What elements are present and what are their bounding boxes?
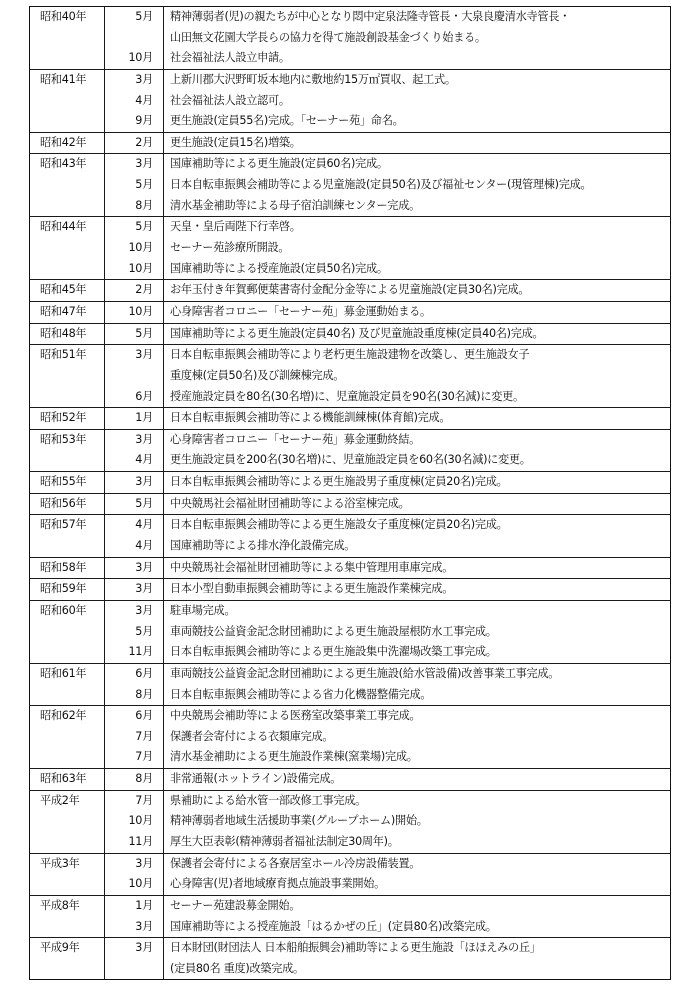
year-label: 昭和47年: [40, 304, 87, 318]
event-line: 授産施設定員を80名(30名増)に、児童施設定員を90名(30名減)に変更。: [170, 389, 524, 403]
month-label: 4月: [135, 93, 153, 107]
month-cell: [105, 345, 164, 408]
month-label: 4月: [135, 518, 153, 532]
event-line: 国庫補助等による授産施設(定員50名)完成。: [170, 261, 388, 275]
month-label: 10月: [128, 241, 153, 255]
month-label: 10月: [128, 814, 153, 828]
year-row: [30, 280, 671, 302]
month-label: 8月: [135, 772, 153, 786]
event-line: 山田無文花園大学長らの協力を得て施設創設基金づくり始まる。: [170, 30, 486, 44]
year-label: 平成3年: [40, 856, 80, 870]
event-line: 更生施設定員を200名(30名増)に、児童施設定員を60名(30名減)に変更。: [170, 453, 531, 467]
event-cell: [164, 408, 671, 430]
event-line: 清水基金補助による更生施設作業棟(窯業場)完成。: [170, 750, 418, 764]
event-cell: [164, 345, 671, 408]
year-label: 昭和45年: [40, 283, 87, 297]
event-line: 社会福祉法人設立申請。: [170, 51, 290, 65]
year-cell: [30, 280, 105, 302]
event-cell: [164, 938, 671, 980]
year-label: 昭和53年: [40, 432, 87, 446]
year-label: 昭和62年: [40, 709, 87, 723]
month-label: 3月: [135, 603, 153, 617]
event-line: 中央競馬社会福祉財団補助等による集中管理用車庫完成。: [170, 560, 454, 574]
event-line: 国庫補助等による更生施設(定員60名)完成。: [170, 157, 388, 171]
event-line: 精神薄弱者地域生活援助事業(グループホーム)開始。: [170, 814, 428, 828]
event-line: 非常通報(ホットライン)設備完成。: [170, 772, 342, 786]
event-line: 心身障害(児)者地域療育拠点施設事業開始。: [170, 877, 385, 891]
month-cell: [105, 853, 164, 895]
year-row: [30, 345, 671, 408]
year-cell: [30, 938, 105, 980]
year-cell: [30, 853, 105, 895]
year-cell: [30, 408, 105, 430]
month-cell: [105, 706, 164, 769]
month-cell: [105, 7, 164, 70]
month-label: 11月: [128, 834, 153, 848]
month-label: 5月: [135, 326, 153, 340]
year-cell: [30, 493, 105, 515]
event-line: 車両競技公益資金記念財団補助による更生施設屋根防水工事完成。: [170, 624, 497, 638]
year-row: [30, 7, 671, 70]
month-spacer: [105, 366, 163, 387]
month-label: 4月: [135, 539, 153, 553]
year-label: 昭和60年: [40, 603, 87, 617]
year-cell: [30, 790, 105, 853]
event-cell: [164, 600, 671, 663]
month-cell: [105, 769, 164, 791]
month-label: 2月: [135, 135, 153, 149]
event-cell: [164, 69, 671, 132]
month-label: 8月: [135, 198, 153, 212]
year-row: [30, 769, 671, 791]
year-cell: [30, 429, 105, 471]
year-row: [30, 579, 671, 601]
year-label: 昭和57年: [40, 518, 87, 532]
event-line: 日本自転車振興会補助等による更生施設集中洗濯場改築工事完成。: [170, 645, 497, 659]
month-label: 6月: [135, 389, 153, 403]
event-cell: [164, 323, 671, 345]
year-row: [30, 663, 671, 705]
year-cell: [30, 217, 105, 280]
month-label: 7月: [135, 793, 153, 807]
event-line: 厚生大臣表彰(精神薄弱者福祉法制定30周年)。: [170, 834, 399, 848]
event-line: 国庫補助等による更生施設(定員40名) 及び児童施設重度棟(定員40名)完成。: [170, 326, 544, 340]
month-label: 3月: [135, 348, 153, 362]
year-row: [30, 301, 671, 323]
month-cell: [105, 895, 164, 937]
year-row: [30, 154, 671, 217]
event-cell: [164, 493, 671, 515]
month-label: 1月: [135, 411, 153, 425]
event-line: 国庫補助等による排水浄化設備完成。: [170, 539, 356, 553]
year-label: 昭和41年: [40, 72, 87, 86]
event-cell: [164, 853, 671, 895]
year-label: 昭和59年: [40, 582, 87, 596]
year-label: 昭和44年: [40, 220, 87, 234]
event-line: 日本自転車振興会補助等による更生施設男子重度棟(定員20名)完成。: [170, 475, 508, 489]
month-label: 3月: [135, 919, 153, 933]
month-cell: [105, 301, 164, 323]
year-label: 昭和58年: [40, 560, 87, 574]
event-cell: [164, 132, 671, 154]
event-cell: [164, 515, 671, 557]
month-cell: [105, 600, 164, 663]
event-line: 日本自転車振興会補助等による児童施設(定員50名)及び福祉センター(現管理棟)完成。: [170, 178, 592, 192]
event-line: 保護者会寄付による各寮居室ホール冷房設備装置。: [170, 856, 421, 870]
event-line: お年玉付き年賀郵便葉書寄付金配分金等による児童施設(定員30名)完成。: [170, 283, 530, 297]
year-cell: [30, 579, 105, 601]
month-label: 5月: [135, 178, 153, 192]
event-line: 国庫補助等による授産施設「はるかぜの丘」(定員80名)改築完成。: [170, 919, 497, 933]
year-label: 昭和56年: [40, 496, 87, 510]
year-row: [30, 706, 671, 769]
month-cell: [105, 217, 164, 280]
year-row: [30, 429, 671, 471]
year-row: [30, 853, 671, 895]
year-label: 昭和43年: [40, 157, 87, 171]
month-cell: [105, 408, 164, 430]
event-line: セーナー苑建設募金開始。: [170, 898, 301, 912]
month-label: 3月: [135, 72, 153, 86]
event-line: 中央競馬社会福祉財団補助等による浴室棟完成。: [170, 496, 410, 510]
month-label: 3月: [135, 432, 153, 446]
year-cell: [30, 706, 105, 769]
month-spacer: [105, 28, 163, 49]
month-label: 8月: [135, 687, 153, 701]
month-label: 10月: [128, 877, 153, 891]
event-line: 日本財団(財団法人 日本船舶振興会)補助等による更生施設「ほほえみの丘」: [170, 941, 541, 955]
month-cell: [105, 557, 164, 579]
year-row: [30, 493, 671, 515]
year-row: [30, 132, 671, 154]
event-line: 更生施設(定員15名)増築。: [170, 135, 301, 149]
event-cell: [164, 790, 671, 853]
event-line: 中央競馬会補助等による医務室改築事業工事完成。: [170, 709, 421, 723]
year-cell: [30, 7, 105, 70]
month-cell: [105, 493, 164, 515]
event-cell: [164, 154, 671, 217]
month-label: 6月: [135, 709, 153, 723]
year-label: 昭和42年: [40, 135, 87, 149]
month-label: 4月: [135, 453, 153, 467]
event-line: 駐車場完成。: [170, 603, 236, 617]
event-line: 天皇・皇后両陛下行幸啓。: [170, 220, 301, 234]
year-label: 昭和61年: [40, 666, 87, 680]
month-cell: [105, 472, 164, 494]
event-line: 保護者会寄付による衣類庫完成。: [170, 729, 334, 743]
year-row: [30, 790, 671, 853]
month-cell: [105, 790, 164, 853]
month-label: 5月: [135, 220, 153, 234]
year-row: [30, 472, 671, 494]
month-cell: [105, 154, 164, 217]
event-line: (定員80名 重度)改築完成。: [170, 961, 304, 975]
event-line: 車両競技公益資金記念財団補助による更生施設(給水管設備)改善事業工事完成。: [170, 666, 560, 680]
year-cell: [30, 154, 105, 217]
year-label: 昭和63年: [40, 772, 87, 786]
event-line: 県補助による給水管一部改修工事完成。: [170, 793, 366, 807]
month-label: 3月: [135, 157, 153, 171]
event-cell: [164, 663, 671, 705]
event-line: 更生施設(定員55名)完成。「セーナー苑」命名。: [170, 114, 404, 128]
event-line: 上新川郡大沢野町坂本地内に敷地約15万㎡買収、起工式。: [170, 72, 456, 86]
year-label: 昭和40年: [40, 10, 87, 23]
event-line: セーナー苑診療所開設。: [170, 241, 290, 255]
year-row: [30, 557, 671, 579]
event-cell: [164, 895, 671, 937]
event-line: 清水基金補助等による母子宿泊訓練センター完成。: [170, 198, 420, 212]
month-label: 5月: [135, 624, 153, 638]
year-cell: [30, 69, 105, 132]
month-label: 1月: [135, 898, 153, 912]
month-label: 5月: [135, 10, 153, 23]
event-line: 重度棟(定員50名)及び訓練棟完成。: [170, 368, 345, 382]
month-label: 3月: [135, 582, 153, 596]
event-cell: [164, 769, 671, 791]
event-line: 心身障害者コロニー「セーナー苑」募金運動始まる。: [170, 304, 431, 318]
event-line: 日本小型自動車振興会補助等による更生施設作業棟完成。: [170, 582, 454, 596]
year-row: [30, 323, 671, 345]
year-row: [30, 600, 671, 663]
event-line: 日本自転車振興会補助等により老朽更生施設建物を改築し、更生施設女子: [170, 348, 530, 362]
year-cell: [30, 301, 105, 323]
year-row: [30, 408, 671, 430]
history-body: [30, 7, 671, 980]
event-cell: [164, 217, 671, 280]
month-label: 10月: [128, 51, 153, 65]
year-label: 平成8年: [40, 898, 80, 912]
month-label: 3月: [135, 560, 153, 574]
event-cell: [164, 706, 671, 769]
month-cell: [105, 429, 164, 471]
month-label: 10月: [128, 304, 153, 318]
year-label: 平成9年: [40, 941, 80, 955]
month-label: 3月: [135, 856, 153, 870]
month-cell: [105, 663, 164, 705]
event-line: 心身障害者コロニー「セーナー苑」募金運動終結。: [170, 432, 420, 446]
month-cell: [105, 938, 164, 980]
month-cell: [105, 132, 164, 154]
year-cell: [30, 663, 105, 705]
year-row: [30, 515, 671, 557]
year-row: [30, 938, 671, 980]
event-cell: [164, 472, 671, 494]
year-cell: [30, 600, 105, 663]
history-table: [29, 6, 671, 980]
month-label: 3月: [135, 941, 153, 955]
event-cell: [164, 280, 671, 302]
year-row: [30, 217, 671, 280]
year-cell: [30, 132, 105, 154]
month-label: 10月: [128, 261, 153, 275]
month-cell: [105, 280, 164, 302]
year-cell: [30, 895, 105, 937]
year-row: [30, 69, 671, 132]
month-label: 9月: [135, 114, 153, 128]
event-line: 日本自転車振興会補助等による機能訓練棟(体育館)完成。: [170, 411, 451, 425]
event-line: 日本自転車振興会補助等による省力化機器整備完成。: [170, 687, 432, 701]
month-cell: [105, 69, 164, 132]
month-spacer: [105, 959, 163, 980]
year-label: 昭和52年: [40, 411, 87, 425]
month-label: 7月: [135, 729, 153, 743]
event-line: 精神薄弱者(児)の親たちが中心となり悶中定泉法隆寺管長・大泉良慶清水寺管長・: [170, 10, 571, 23]
year-cell: [30, 323, 105, 345]
month-cell: [105, 579, 164, 601]
year-cell: [30, 515, 105, 557]
year-label: 昭和51年: [40, 348, 87, 362]
month-label: 2月: [135, 283, 153, 297]
year-cell: [30, 769, 105, 791]
month-label: 11月: [128, 645, 153, 659]
event-line: 社会福祉法人設立認可。: [170, 93, 290, 107]
year-cell: [30, 345, 105, 408]
event-cell: [164, 579, 671, 601]
year-label: 昭和55年: [40, 475, 87, 489]
month-label: 6月: [135, 666, 153, 680]
event-cell: [164, 301, 671, 323]
month-cell: [105, 323, 164, 345]
month-cell: [105, 515, 164, 557]
event-cell: [164, 429, 671, 471]
year-label: 平成2年: [40, 793, 80, 807]
event-cell: [164, 557, 671, 579]
year-row: [30, 895, 671, 937]
month-label: 7月: [135, 750, 153, 764]
event-cell: [164, 7, 671, 70]
month-label: 3月: [135, 475, 153, 489]
year-cell: [30, 557, 105, 579]
year-label: 昭和48年: [40, 326, 87, 340]
event-line: 日本自転車振興会補助等による更生施設女子重度棟(定員20名)完成。: [170, 518, 508, 532]
year-cell: [30, 472, 105, 494]
month-label: 5月: [135, 496, 153, 510]
